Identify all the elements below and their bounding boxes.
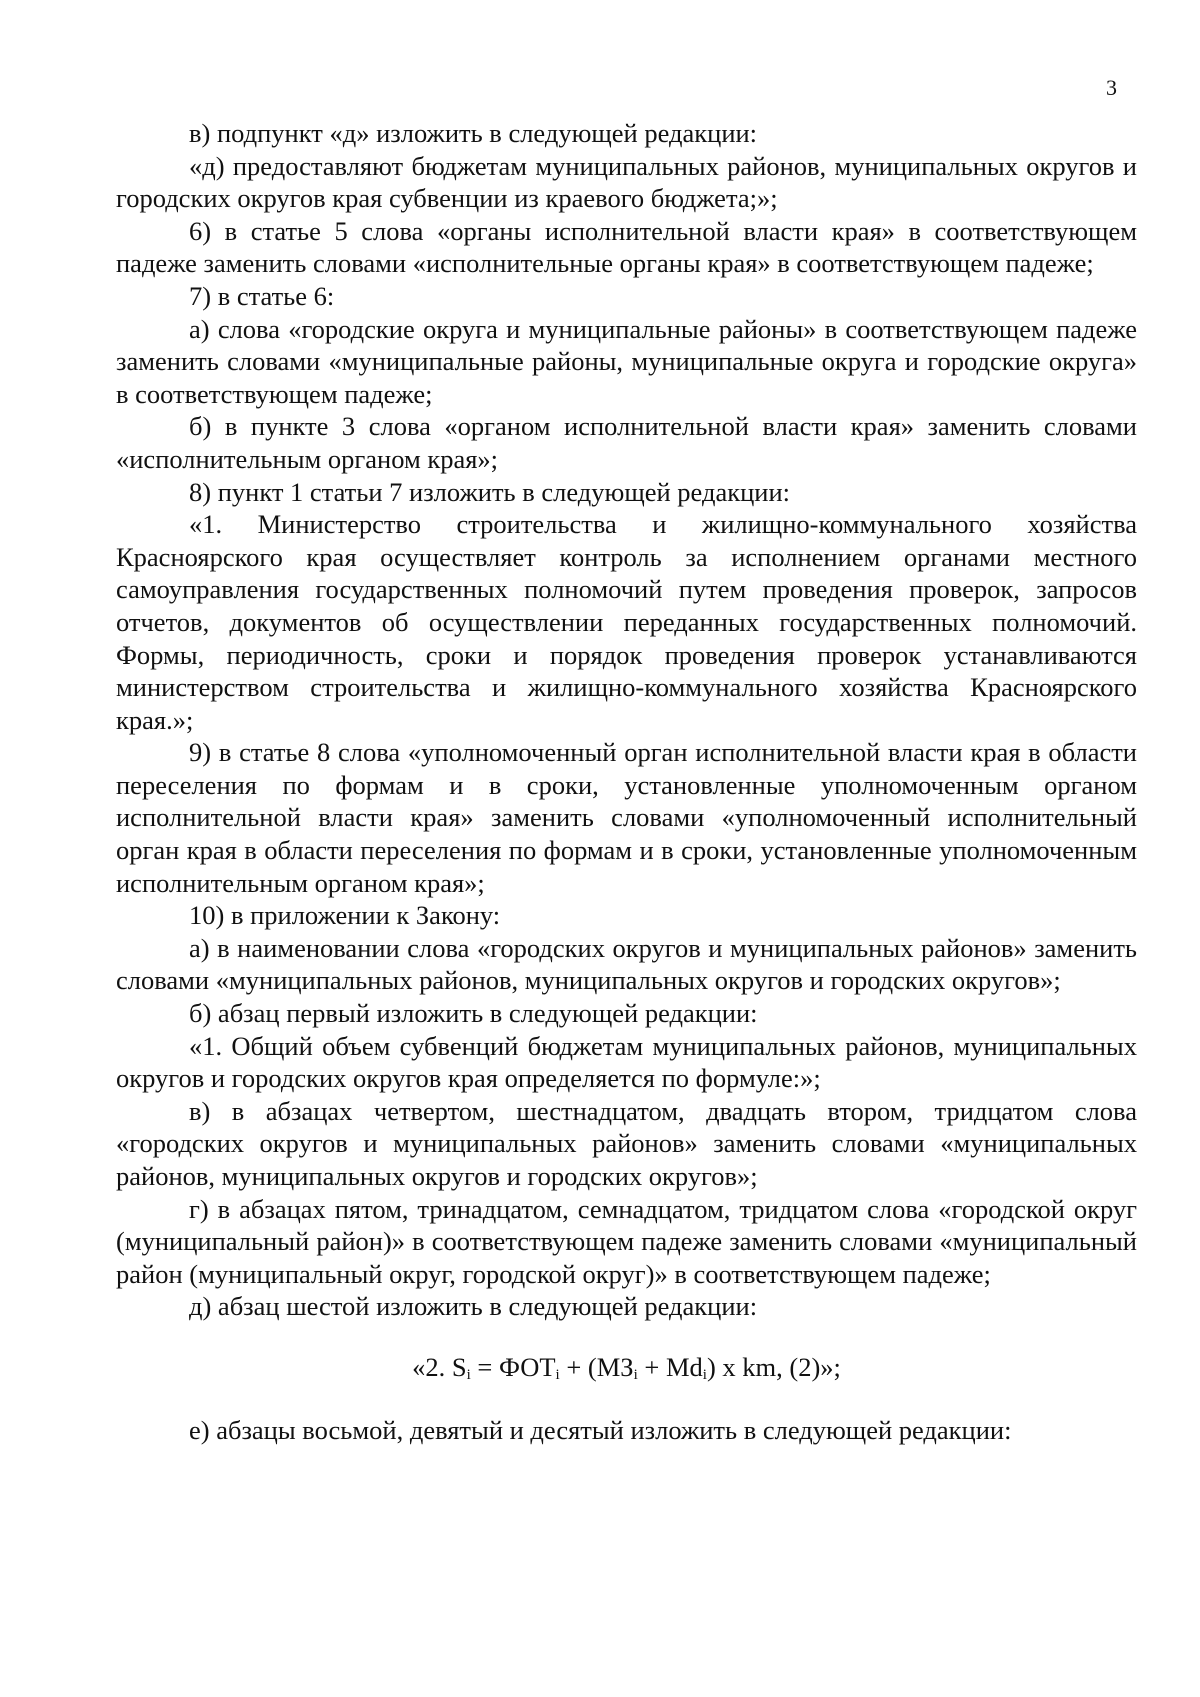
paragraph: д) абзац шестой изложить в следующей редакции: bbox=[189, 1291, 758, 1322]
paragraph: б) абзац первый изложить в следующей редакции: bbox=[189, 998, 758, 1029]
formula-subscript: i bbox=[466, 1366, 471, 1383]
formula bbox=[116, 1351, 1137, 1384]
formula-part: + (МЗ bbox=[559, 1351, 634, 1382]
formula-subscript: i bbox=[555, 1366, 560, 1383]
paragraph: 8) пункт 1 статьи 7 изложить в следующей редакции: bbox=[189, 476, 790, 507]
paragraph: «д) предоставляют бюджетам муниципальных районов, муниципальных округов и городских округов края субвенции из краевого бюджета;»; bbox=[116, 150, 1137, 214]
document-body bbox=[116, 117, 1137, 1446]
formula-part: ) x km, (2)»; bbox=[706, 1351, 841, 1382]
formula-part: «2. S bbox=[412, 1351, 467, 1382]
formula-subscript: i bbox=[702, 1366, 707, 1383]
paragraph: 6) в статье 5 слова «органы исполнительной власти края» в соответствующем падеже заменить словами «исполнительные органы края» в соответствующем падеже; bbox=[116, 215, 1137, 279]
paragraph: в) в абзацах четвертом, шестнадцатом, двадцать втором, тридцатом слова «городских округов и муниципальных районов» заменить словами «муниципальных районов, муниципальных округов и городских округов»; bbox=[116, 1095, 1137, 1191]
page-number: 3 bbox=[1106, 75, 1117, 100]
paragraph: г) в абзацах пятом, тринадцатом, семнадцатом, тридцатом слова «городской округ (муниципальный район)» в соответствующем падеже заменить словами «муниципальный район (муниципальный округ, городской округ)» в соответствующем падеже; bbox=[116, 1193, 1137, 1289]
paragraph: е) абзацы восьмой, девятый и десятый изложить в следующей редакции: bbox=[189, 1414, 1012, 1445]
paragraph: а) в наименовании слова «городских округов и муниципальных районов» заменить словами «муниципальных районов, муниципальных округов и городских округов»; bbox=[116, 932, 1137, 996]
paragraph: 9) в статье 8 слова «уполномоченный орган исполнительной власти края в области переселения по формам и в сроки, установленные уполномоченным органом исполнительной власти края» заменить словами «уполномоченный исполнительный орган края в области переселения по формам и в сроки, установленные уполномоченным исполнительным органом края»; bbox=[116, 737, 1137, 898]
formula-part: = ФОТ bbox=[470, 1351, 556, 1382]
paragraph: 7) в статье 6: bbox=[189, 280, 335, 311]
formula-part: + Md bbox=[637, 1351, 703, 1382]
paragraph: «1. Общий объем субвенций бюджетам муниципальных районов, муниципальных округов и городских округов края определяется по формуле:»; bbox=[116, 1030, 1137, 1094]
formula-subscript: i bbox=[633, 1366, 638, 1383]
paragraph: 10) в приложении к Закону: bbox=[189, 900, 501, 931]
paragraph: а) слова «городские округа и муниципальные районы» в соответствующем падеже заменить словами «муниципальные районы, муниципальные округа и городские округа» в соответствующем падеже; bbox=[116, 313, 1137, 409]
paragraph: б) в пункте 3 слова «органом исполнительной власти края» заменить словами «исполнительным органом края»; bbox=[116, 411, 1137, 474]
paragraph: «1. Министерство строительства и жилищно-коммунального хозяйства Красноярского края осуществляет контроль за исполнением органами местного самоуправления государственных полномочий путем проведения проверок, запросов отчетов, документов об осуществлении переданных государственных полномочий. Формы, периодичность, сроки и порядок проведения проверок устанавливаются министерством строительства и жилищно-коммунального хозяйства Красноярского края.»; bbox=[116, 509, 1137, 735]
paragraph: в) подпункт «д» изложить в следующей редакции: bbox=[189, 118, 758, 148]
